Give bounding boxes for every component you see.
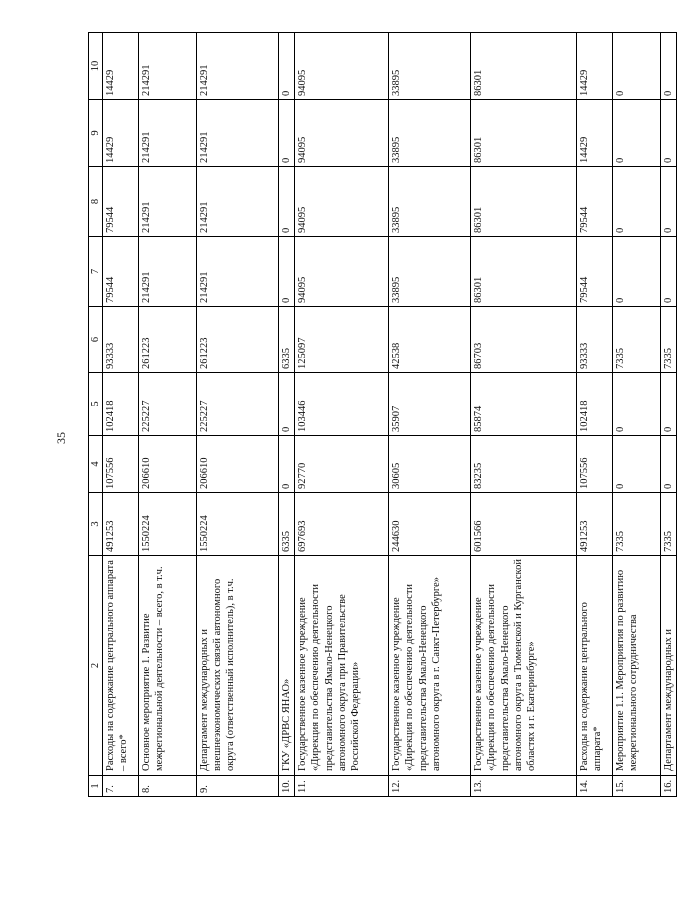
value-cell: 83235 xyxy=(471,436,577,493)
value-cell: 214291 xyxy=(139,33,197,100)
header-cell: 5 xyxy=(89,373,103,436)
value-cell: 7335 xyxy=(613,307,661,373)
rotated-table-container xyxy=(88,33,675,797)
value-cell: 1550224 xyxy=(139,493,197,556)
value-cell: 206610 xyxy=(197,436,279,493)
value-cell: 6335 xyxy=(279,493,295,556)
value-cell: 7335 xyxy=(613,493,661,556)
value-cell: 601566 xyxy=(471,493,577,556)
row-name: Расходы на содержание центрального аппарата – всего* xyxy=(103,556,139,776)
value-cell: 491253 xyxy=(577,493,613,556)
table-row xyxy=(471,33,577,797)
value-cell: 261223 xyxy=(139,307,197,373)
value-cell: 93333 xyxy=(103,307,139,373)
value-cell: 94095 xyxy=(295,33,389,100)
value-cell: 33895 xyxy=(389,167,471,237)
value-cell: 14429 xyxy=(103,33,139,100)
value-cell: 225227 xyxy=(139,373,197,436)
page-number: 35 xyxy=(54,432,68,444)
value-cell: 491253 xyxy=(103,493,139,556)
value-cell: 33895 xyxy=(389,33,471,100)
value-cell: 697693 xyxy=(295,493,389,556)
value-cell: 93333 xyxy=(577,307,613,373)
row-name: Мероприятие 1.1. Мероприятия по развитию межрегионального сотрудничества xyxy=(613,556,661,776)
value-cell: 102418 xyxy=(577,373,613,436)
value-cell: 125097 xyxy=(295,307,389,373)
value-cell: 92770 xyxy=(295,436,389,493)
table-row xyxy=(103,33,139,797)
value-cell: 214291 xyxy=(197,100,279,167)
value-cell: 225227 xyxy=(197,373,279,436)
row-number: 10. xyxy=(279,776,295,797)
value-cell: 0 xyxy=(279,373,295,436)
row-name: Государственное казенное учреждение «Дирекция по обеспечению деятельности представительства Ямало-Ненецкого автономного округа в Тюменской и Курганской областях и г. Екатеринбурге» xyxy=(471,556,577,776)
value-cell: 0 xyxy=(613,237,661,307)
table-row xyxy=(389,33,471,797)
row-number: 8. xyxy=(139,776,197,797)
budget-table xyxy=(88,32,677,797)
value-cell: 0 xyxy=(279,33,295,100)
value-cell: 85874 xyxy=(471,373,577,436)
header-cell: 10 xyxy=(89,33,103,100)
value-cell: 102418 xyxy=(103,373,139,436)
value-cell: 244630 xyxy=(389,493,471,556)
value-cell: 103446 xyxy=(295,373,389,436)
value-cell: 0 xyxy=(661,373,677,436)
value-cell: 86301 xyxy=(471,100,577,167)
value-cell: 86301 xyxy=(471,33,577,100)
row-name: ГКУ «ДРВС ЯНАО» xyxy=(279,556,295,776)
header-cell: 1 xyxy=(89,776,103,797)
value-cell: 14429 xyxy=(103,100,139,167)
value-cell: 33895 xyxy=(389,237,471,307)
value-cell: 94095 xyxy=(295,167,389,237)
value-cell: 0 xyxy=(661,100,677,167)
header-cell: 3 xyxy=(89,493,103,556)
value-cell: 0 xyxy=(613,373,661,436)
value-cell: 107556 xyxy=(577,436,613,493)
value-cell: 0 xyxy=(613,100,661,167)
row-number: 16. xyxy=(661,776,677,797)
value-cell: 0 xyxy=(661,167,677,237)
value-cell: 33895 xyxy=(389,100,471,167)
row-name: Департамент международных и внешнеэкономических связей автономного округа (ответственный исполнитель), в т.ч. xyxy=(197,556,279,776)
row-number: 14. xyxy=(577,776,613,797)
value-cell: 94095 xyxy=(295,100,389,167)
header-cell: 6 xyxy=(89,307,103,373)
header-cell: 7 xyxy=(89,237,103,307)
header-cell: 4 xyxy=(89,436,103,493)
header-row xyxy=(89,33,103,797)
value-cell: 79544 xyxy=(577,237,613,307)
value-cell: 79544 xyxy=(103,237,139,307)
row-name: Государственное казенное учреждение «Дирекция по обеспечению деятельности представительства Ямало-Ненецкого автономного округа при Правительстве Российской Федерации» xyxy=(295,556,389,776)
value-cell: 14429 xyxy=(577,33,613,100)
value-cell: 86301 xyxy=(471,167,577,237)
header-cell: 2 xyxy=(89,556,103,776)
value-cell: 214291 xyxy=(139,100,197,167)
table-row xyxy=(613,33,661,797)
value-cell: 0 xyxy=(279,436,295,493)
table-row xyxy=(197,33,279,797)
row-number: 12. xyxy=(389,776,471,797)
table-row xyxy=(661,33,677,797)
row-name: Государственное казенное учреждение «Дирекция по обеспечению деятельности представительства Ямало-Ненецкого автономного округа в г. Санкт-Петербурге» xyxy=(389,556,471,776)
row-number: 15. xyxy=(613,776,661,797)
value-cell: 214291 xyxy=(197,237,279,307)
row-name: Основное мероприятие 1. Развитие межрегиональной деятельности – всего, в т.ч. xyxy=(139,556,197,776)
value-cell: 0 xyxy=(279,100,295,167)
value-cell: 14429 xyxy=(577,100,613,167)
table-row xyxy=(279,33,295,797)
value-cell: 0 xyxy=(279,167,295,237)
value-cell: 7335 xyxy=(661,307,677,373)
value-cell: 0 xyxy=(279,237,295,307)
value-cell: 261223 xyxy=(197,307,279,373)
row-number: 7. xyxy=(103,776,139,797)
value-cell: 0 xyxy=(613,436,661,493)
value-cell: 94095 xyxy=(295,237,389,307)
value-cell: 7335 xyxy=(661,493,677,556)
row-name: Департамент международных и xyxy=(661,556,677,776)
value-cell: 0 xyxy=(613,167,661,237)
value-cell: 214291 xyxy=(139,167,197,237)
value-cell: 206610 xyxy=(139,436,197,493)
row-number: 11. xyxy=(295,776,389,797)
value-cell: 107556 xyxy=(103,436,139,493)
value-cell: 214291 xyxy=(197,33,279,100)
table-row xyxy=(139,33,197,797)
row-number: 13. xyxy=(471,776,577,797)
value-cell: 79544 xyxy=(103,167,139,237)
row-number: 9. xyxy=(197,776,279,797)
value-cell: 214291 xyxy=(197,167,279,237)
value-cell: 79544 xyxy=(577,167,613,237)
value-cell: 214291 xyxy=(139,237,197,307)
value-cell: 6335 xyxy=(279,307,295,373)
value-cell: 42538 xyxy=(389,307,471,373)
row-name: Расходы на содержание центрального аппарата* xyxy=(577,556,613,776)
table-row xyxy=(577,33,613,797)
value-cell: 86301 xyxy=(471,237,577,307)
value-cell: 0 xyxy=(661,33,677,100)
value-cell: 86703 xyxy=(471,307,577,373)
value-cell: 35907 xyxy=(389,373,471,436)
value-cell: 0 xyxy=(661,237,677,307)
value-cell: 30605 xyxy=(389,436,471,493)
header-cell: 8 xyxy=(89,167,103,237)
value-cell: 1550224 xyxy=(197,493,279,556)
header-cell: 9 xyxy=(89,100,103,167)
value-cell: 0 xyxy=(661,436,677,493)
table-row xyxy=(295,33,389,797)
value-cell: 0 xyxy=(613,33,661,100)
